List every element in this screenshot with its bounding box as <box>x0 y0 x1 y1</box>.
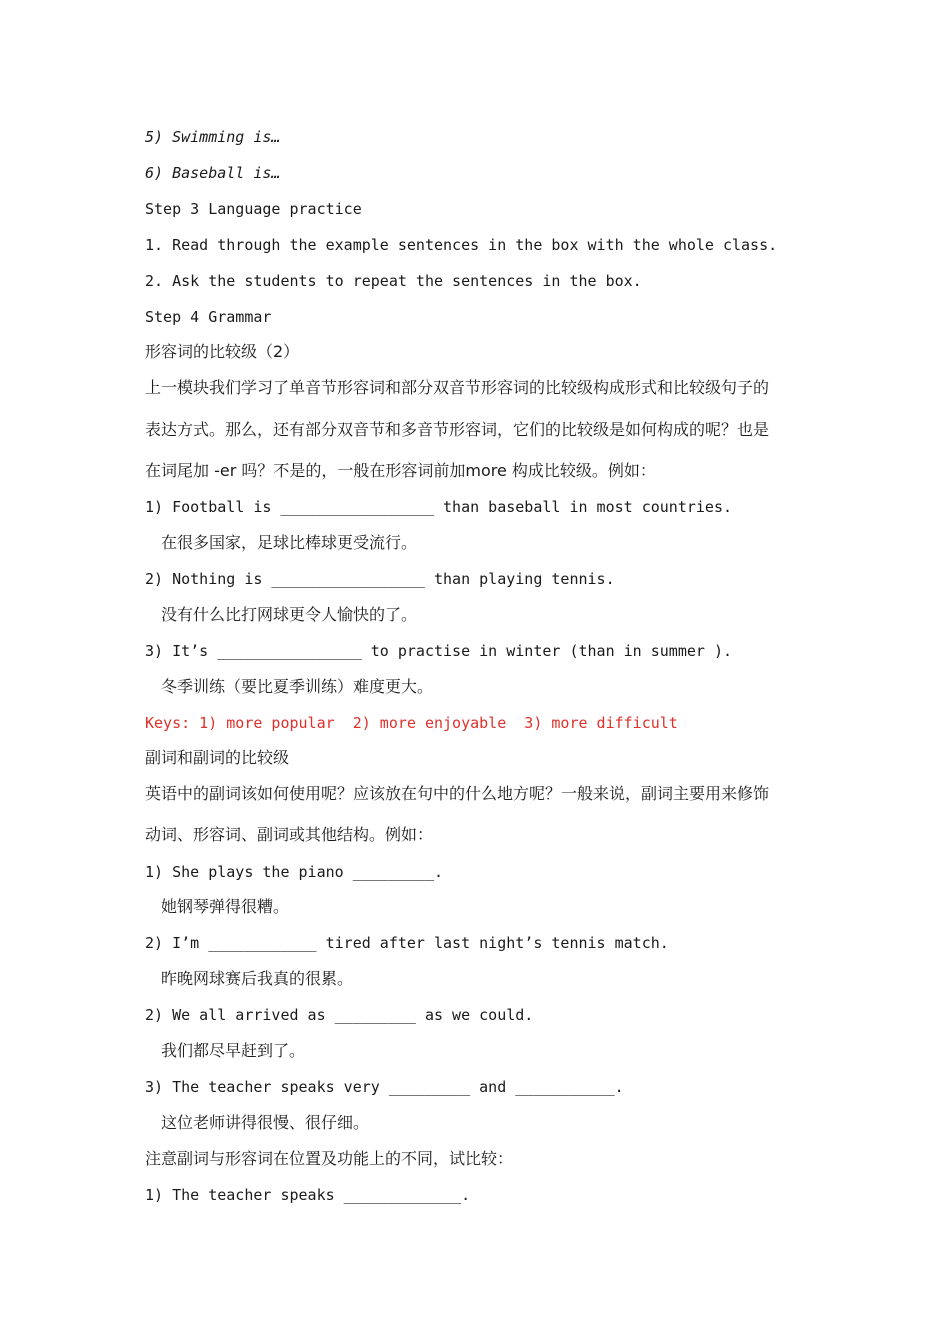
translation-line: 她钢琴弹得很糟。 <box>161 897 290 916</box>
section-heading: 形容词的比较级（2） <box>145 342 300 361</box>
paragraph-line: 上一模块我们学习了单音节形容词和部分双音节形容词的比较级构成形式和比较级句子的 <box>145 378 770 397</box>
paragraph-line: 表达方式。那么，还有部分双音节和多音节形容词，它们的比较级是如何构成的呢？也是 <box>145 420 770 439</box>
paragraph-line: 动词、形容词、副词或其他结构。例如： <box>145 825 434 844</box>
text-line: 2. Ask the students to repeat the sentences in the box. <box>145 272 642 290</box>
translation-line: 我们都尽早赶到了。 <box>161 1041 306 1060</box>
example-sentence: 3) It’s ________________ to practise in winter (than in summer ). <box>145 642 732 660</box>
example-sentence: 2) I’m ____________ tired after last night’s tennis match. <box>145 934 669 952</box>
step-heading: Step 3 Language practice <box>145 200 362 218</box>
example-sentence: 2) We all arrived as _________ as we could. <box>145 1006 534 1024</box>
answer-keys: Keys: 1) more popular 2) more enjoyable 3) more difficult <box>145 714 678 732</box>
translation-line: 这位老师讲得很慢、很仔细。 <box>161 1113 370 1132</box>
translation-line: 冬季训练（要比夏季训练）难度更大。 <box>161 677 434 696</box>
text-line: 1. Read through the example sentences in the box with the whole class. <box>145 236 778 254</box>
translation-line: 在很多国家，足球比棒球更受流行。 <box>161 533 418 552</box>
text-line-baseball: 6) Baseball is… <box>145 164 281 182</box>
example-sentence: 3) The teacher speaks very _________ and ___________. <box>145 1078 624 1096</box>
translation-line: 没有什么比打网球更令人愉快的了。 <box>161 605 418 624</box>
example-sentence: 1) The teacher speaks _____________. <box>145 1186 471 1204</box>
translation-line: 昨晚网球赛后我真的很累。 <box>161 969 354 988</box>
step-heading: Step 4 Grammar <box>145 308 272 326</box>
paragraph-line: 注意副词与形容词在位置及功能上的不同，试比较： <box>145 1149 514 1168</box>
text-line-swimming: 5) Swimming is… <box>145 128 281 146</box>
example-sentence: 1) She plays the piano _________. <box>145 863 444 881</box>
paragraph-line: 英语中的副词该如何使用呢？应该放在句中的什么地方呢？一般来说，副词主要用来修饰 <box>145 784 770 803</box>
example-sentence: 1) Football is _________________ than baseball in most countries. <box>145 498 732 516</box>
example-sentence: 2) Nothing is _________________ than playing tennis. <box>145 570 615 588</box>
paragraph-line: 在词尾加 -er 吗？不是的，一般在形容词前加more 构成比较级。例如： <box>145 461 656 480</box>
section-heading: 副词和副词的比较级 <box>145 748 290 767</box>
